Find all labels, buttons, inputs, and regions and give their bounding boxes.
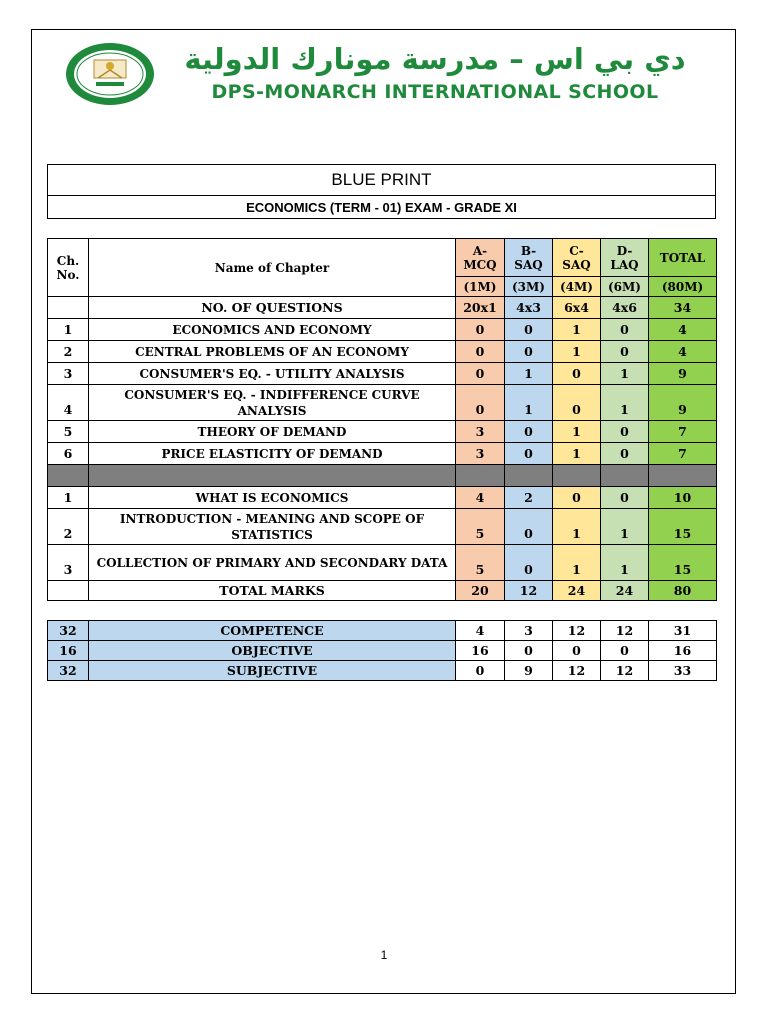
cell-ch-no: 5 [48, 421, 89, 443]
cell-c: 0 [553, 385, 601, 421]
cell-c: 6x4 [553, 297, 601, 319]
cell-total: 31 [649, 621, 717, 641]
cell-c: 1 [553, 509, 601, 545]
cell-d: 24 [601, 581, 649, 601]
cell-d: 0 [601, 421, 649, 443]
exam-subtitle: ECONOMICS (TERM - 01) EXAM - GRADE XI [246, 200, 517, 215]
table-row [48, 487, 717, 509]
cell-b: 2 [505, 487, 553, 509]
cell-a: 4 [456, 621, 505, 641]
cell-chapter: WHAT IS ECONOMICS [89, 487, 456, 509]
cell-ch-no: 3 [48, 545, 89, 581]
summary-count: 32 [48, 661, 89, 681]
blueprint-table [47, 238, 717, 601]
summary-count: 32 [48, 621, 89, 641]
cell-chapter: CONSUMER'S EQ. - INDIFFERENCE CURVE ANALYSIS [89, 385, 456, 421]
cell-c: 0 [553, 363, 601, 385]
header-d: D- LAQ [601, 239, 649, 277]
cell-total: 9 [649, 385, 717, 421]
cell-total: 80 [649, 581, 717, 601]
cell-d: 12 [601, 621, 649, 641]
no-of-questions-row [48, 297, 717, 319]
cell-chapter: ECONOMICS AND ECONOMY [89, 319, 456, 341]
header-a-marks: (1M) [456, 277, 505, 297]
cell-b: 0 [505, 545, 553, 581]
cell-c: 0 [553, 641, 601, 661]
cell-ch-no: 1 [48, 319, 89, 341]
cell-chapter: PRICE ELASTICITY OF DEMAND [89, 443, 456, 465]
table-row [48, 341, 717, 363]
total-marks-row [48, 581, 717, 601]
cell-d: 12 [601, 661, 649, 681]
school-name-english: DPS-MONARCH INTERNATIONAL SCHOOL [211, 81, 659, 103]
cell-a: 4 [456, 487, 505, 509]
cell-chapter: THEORY OF DEMAND [89, 421, 456, 443]
cell-d: 1 [601, 545, 649, 581]
cell-total: 10 [649, 487, 717, 509]
header-c: C- SAQ [553, 239, 601, 277]
cell-b: 9 [505, 661, 553, 681]
cell-c: 1 [553, 341, 601, 363]
cell-c: 1 [553, 421, 601, 443]
title-box [47, 164, 716, 219]
summary-label: COMPETENCE [89, 621, 456, 641]
table-row [48, 421, 717, 443]
section-separator-row [48, 465, 717, 487]
cell-b: 0 [505, 509, 553, 545]
cell-chapter: CONSUMER'S EQ. - UTILITY ANALYSIS [89, 363, 456, 385]
table-row [48, 545, 717, 581]
table-row [48, 319, 717, 341]
cell-total: 16 [649, 641, 717, 661]
header-b-marks: (3M) [505, 277, 553, 297]
cell-d: 0 [601, 487, 649, 509]
cell-total: 4 [649, 341, 717, 363]
cell-total: 7 [649, 443, 717, 465]
cell-b: 0 [505, 341, 553, 363]
cell-b: 1 [505, 385, 553, 421]
page-title: BLUE PRINT [48, 165, 715, 196]
cell-a: 0 [456, 363, 505, 385]
cell-b: 3 [505, 621, 553, 641]
cell-d: 4x6 [601, 297, 649, 319]
cell-d: 0 [601, 319, 649, 341]
table-row [48, 443, 717, 465]
cell-chapter: COLLECTION OF PRIMARY AND SECONDARY DATA [89, 545, 456, 581]
header-chapter: Name of Chapter [89, 239, 456, 297]
total-marks-label: TOTAL MARKS [89, 581, 456, 601]
cell-total: 7 [649, 421, 717, 443]
cell-a: 20x1 [456, 297, 505, 319]
cell-a: 0 [456, 319, 505, 341]
school-logo [64, 42, 156, 106]
cell-d: 1 [601, 509, 649, 545]
header-total: TOTAL [649, 239, 717, 277]
table-row [48, 385, 717, 421]
cell-chapter: INTRODUCTION - MEANING AND SCOPE OF STATISTICS [89, 509, 456, 545]
cell-total: 4 [649, 319, 717, 341]
summary-label: OBJECTIVE [89, 641, 456, 661]
table-row [48, 363, 717, 385]
cell-d: 0 [601, 341, 649, 363]
cell-total: 9 [649, 363, 717, 385]
cell-a: 0 [456, 661, 505, 681]
cell-b: 0 [505, 319, 553, 341]
cell-total: 15 [649, 509, 717, 545]
cell-ch-no: 6 [48, 443, 89, 465]
cell-c: 1 [553, 545, 601, 581]
header-c-marks: (4M) [553, 277, 601, 297]
cell-ch-no: 1 [48, 487, 89, 509]
cell-d: 1 [601, 363, 649, 385]
cell-a: 3 [456, 443, 505, 465]
header-b: B- SAQ [505, 239, 553, 277]
cell-d: 0 [601, 641, 649, 661]
cell-a: 5 [456, 509, 505, 545]
header-ch-no: Ch. No. [48, 239, 89, 297]
cell-ch-no: 2 [48, 509, 89, 545]
cell-b: 4x3 [505, 297, 553, 319]
summary-count: 16 [48, 641, 89, 661]
cell-b: 12 [505, 581, 553, 601]
no-of-questions-label: NO. OF QUESTIONS [89, 297, 456, 319]
cell-ch-no: 2 [48, 341, 89, 363]
table-row [48, 509, 717, 545]
cell-total: 33 [649, 661, 717, 681]
cell-c: 0 [553, 487, 601, 509]
summary-table [47, 620, 717, 681]
summary-row [48, 661, 717, 681]
summary-row [48, 621, 717, 641]
cell-a: 0 [456, 341, 505, 363]
cell-b: 0 [505, 443, 553, 465]
cell-b: 0 [505, 641, 553, 661]
cell-total: 15 [649, 545, 717, 581]
header-a: A- MCQ [456, 239, 505, 277]
school-name-arabic: دي بي اس – مدرسة مونارك الدولية [184, 42, 686, 76]
summary-row [48, 641, 717, 661]
cell-chapter: CENTRAL PROBLEMS OF AN ECONOMY [89, 341, 456, 363]
cell-b: 1 [505, 363, 553, 385]
header-d-marks: (6M) [601, 277, 649, 297]
cell-a: 3 [456, 421, 505, 443]
cell-c: 12 [553, 661, 601, 681]
cell-ch-no: 3 [48, 363, 89, 385]
cell-c: 1 [553, 443, 601, 465]
cell-c: 24 [553, 581, 601, 601]
header-total-marks: (80M) [649, 277, 717, 297]
cell-c: 1 [553, 319, 601, 341]
cell-d: 0 [601, 443, 649, 465]
cell-a: 5 [456, 545, 505, 581]
summary-label: SUBJECTIVE [89, 661, 456, 681]
cell-ch-no: 4 [48, 385, 89, 421]
cell-total: 34 [649, 297, 717, 319]
cell-a: 20 [456, 581, 505, 601]
cell-a: 16 [456, 641, 505, 661]
cell-c: 12 [553, 621, 601, 641]
cell-a: 0 [456, 385, 505, 421]
cell-d: 1 [601, 385, 649, 421]
cell-b: 0 [505, 421, 553, 443]
page-number: 1 [380, 948, 388, 962]
